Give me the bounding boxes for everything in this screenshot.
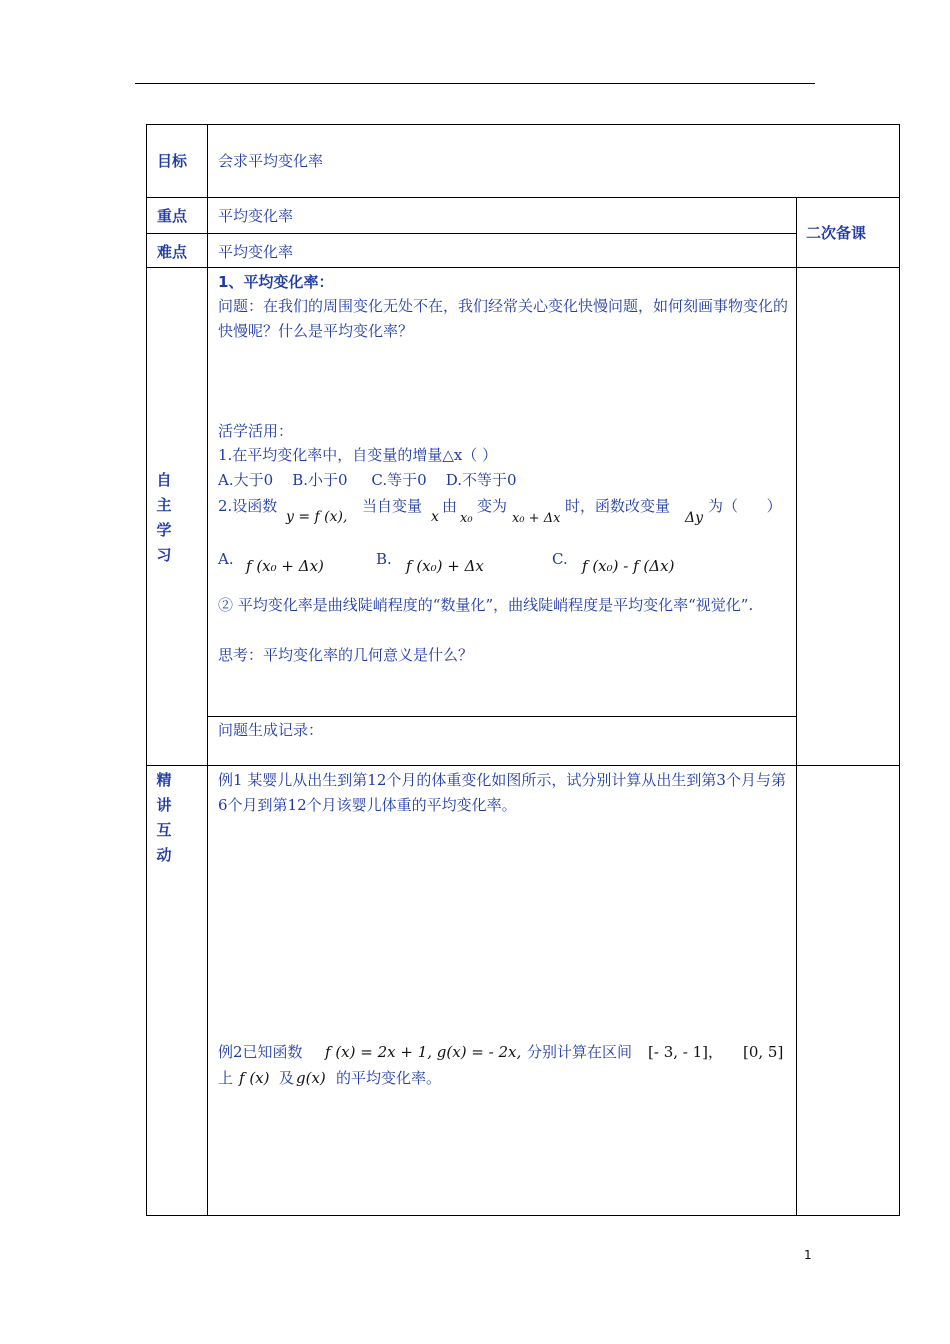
example-2-fx: f (x)	[239, 1069, 270, 1087]
practice-title: 活学活用：	[218, 422, 294, 440]
question-2-x0-dx: x₀ + Δx	[512, 511, 561, 526]
example-2-text-d: 及	[279, 1069, 295, 1087]
page-number: 1	[804, 1248, 812, 1262]
goal-content: 会求平均变化率	[218, 152, 324, 170]
example-2-text-b: 分别计算在区间	[527, 1043, 633, 1061]
example-2-text-c: 上	[218, 1069, 234, 1087]
note-text: ② 平均变化率是曲线陡峭程度的“数量化”，曲线陡峭程度是平均变化率“视觉化”.	[218, 596, 754, 614]
question-2-dy: Δy	[685, 510, 704, 526]
example-2-functions: f (x) = 2x + 1, g(x) = - 2x,	[325, 1043, 522, 1061]
key-label: 重点	[157, 207, 188, 225]
option-c-formula: f (x₀) - f (Δx)	[582, 557, 675, 575]
question-2-text-d: 变为	[477, 497, 508, 515]
record-label: 问题生成记录：	[218, 721, 324, 739]
question-2-x: x	[431, 509, 439, 525]
key-content: 平均变化率	[218, 207, 294, 225]
self-study-label-1: 自	[156, 471, 172, 489]
question-2-prefix: 2.设函数	[218, 497, 278, 515]
question-1-options: A.大于0 B.小于0 C.等于0 D.不等于0	[218, 471, 517, 489]
lecture-label-2: 讲	[156, 796, 172, 814]
example-2-gx: g(x)	[296, 1069, 326, 1087]
option-b-formula: f (x₀) + Δx	[406, 557, 484, 575]
side-header: 二次备课	[806, 224, 867, 242]
question-2-text-e: 时，函数改变量	[565, 497, 671, 515]
goal-label: 目标	[157, 152, 188, 170]
example-1: 例1 某婴儿从出生到第12个月的体重变化如图所示，试分别计算从出生到第3个月与第6个月到第12个月该婴儿体重的平均变化率。	[218, 771, 786, 814]
option-a-formula: f (x₀ + Δx)	[246, 557, 324, 575]
example-2-interval-1: [- 3, - 1]，	[648, 1043, 724, 1061]
lecture-label-3: 互	[156, 821, 172, 839]
difficulty-label: 难点	[157, 243, 188, 261]
option-c-label: C.	[552, 550, 568, 568]
section-heading: 1、平均变化率：	[218, 273, 334, 291]
example-2-interval-2: [0, 5]	[743, 1043, 784, 1061]
question-2-function: y = f (x),	[286, 509, 348, 525]
self-study-label-2: 主	[156, 496, 172, 514]
question-1: 1.在平均变化率中，自变量的增量△x（ ）	[218, 446, 498, 464]
option-a-label: A.	[218, 550, 234, 568]
think-text: 思考：平均变化率的几何意义是什么？	[218, 646, 474, 664]
example-2-prefix: 例2已知函数	[218, 1043, 303, 1061]
question-2-text-b: 当自变量	[362, 497, 423, 515]
option-b-label: B.	[376, 550, 392, 568]
example-2-suffix: 的平均变化率。	[336, 1069, 442, 1087]
difficulty-content: 平均变化率	[218, 243, 294, 261]
lecture-label-1: 精	[156, 771, 172, 789]
self-study-label-4: 习	[156, 546, 172, 564]
question-2-suffix: 为（ ）	[708, 497, 782, 515]
question-text: 问题：在我们的周围变化无处不在，我们经常关心变化快慢问题，如何刻画事物变化的快慢呢？什么是平均变化率？	[218, 297, 789, 340]
self-study-label-3: 学	[156, 521, 172, 539]
question-2-x0: x₀	[460, 511, 473, 526]
lecture-label-4: 动	[156, 846, 172, 864]
question-2-text-c: 由	[442, 497, 458, 515]
header-rule	[135, 83, 815, 84]
